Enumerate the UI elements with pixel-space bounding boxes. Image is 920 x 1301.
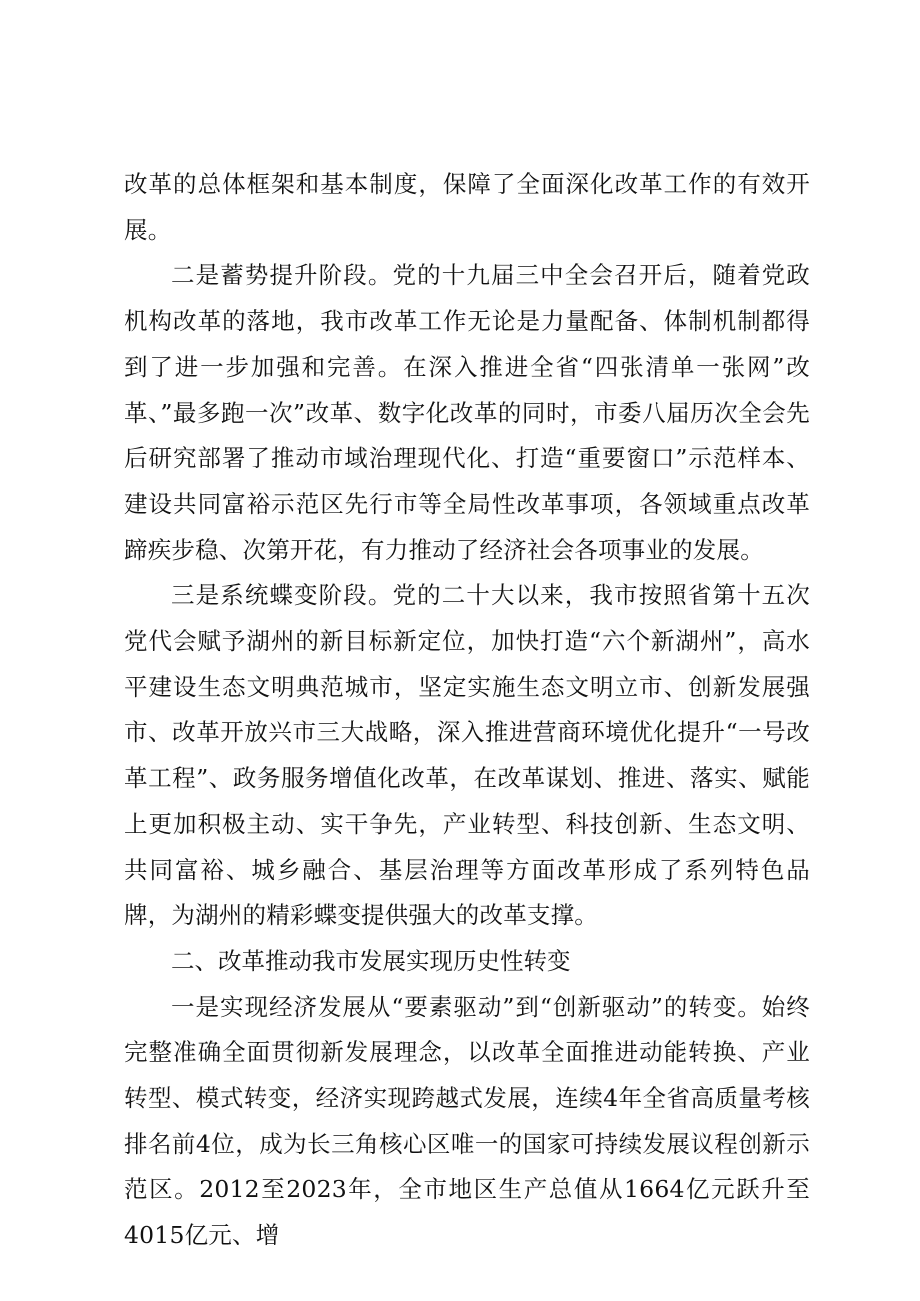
paragraph-stage-three: 三是系统蝶变阶段。党的二十大以来，我市按照省第十五次党代会赋予湖州的新目标新定位，加快打造“六个新湖州”，高水平建设生态文明典范城市，坚定实施生态文明立市、创新发展强市、改革开放兴市三大战略，深入推进营商环境优化提升“一号改革工程”、政务服务增值化改革，在改革谋划、推进、落实、赋能上更加积极主动、实干争先，产业转型、科技创新、生态文明、共同富裕、城乡融合、基层治理等方面改革形成了系列特色品牌，为湖州的精彩蝶变提供强大的改革支撑。 bbox=[124, 581, 810, 930]
section-heading: 二、改革推动我市发展实现历史性转变 bbox=[171, 946, 571, 975]
paragraph-continuation: 改革的总体框架和基本制度，保障了全面深化改革工作的有效开展。 bbox=[124, 170, 810, 244]
paragraph-economic-shift: 一是实现经济发展从“要素驱动”到“创新驱动”的转变。始终完整准确全面贯彻新发展理念，以改革全面推进动能转换、产业转型、模式转变，经济实现跨越式发展，连续4年全省高质量考核排名前4位，成为长三角核心区唯一的国家可持续发展议程创新示范区。2012至2023年，全市地区生产总值从1664亿元跃升至4015亿元、增 bbox=[124, 992, 810, 1250]
paragraph-stage-two: 二是蓄势提升阶段。党的十九届三中全会召开后，随着党政机构改革的落地，我市改革工作无论是力量配备、体制机制都得到了进一步加强和完善。在深入推进全省“四张清单一张网”改革、”最多跑一次”改革、数字化改革的同时，市委八届历次全会先后研究部署了推动市域治理现代化、打造“重要窗口”示范样本、建设共同富裕示范区先行市等全局性改革事项，各领域重点改革蹄疾步稳、次第开花，有力推动了经济社会各项事业的发展。 bbox=[124, 261, 810, 564]
document-page bbox=[124, 162, 810, 1259]
